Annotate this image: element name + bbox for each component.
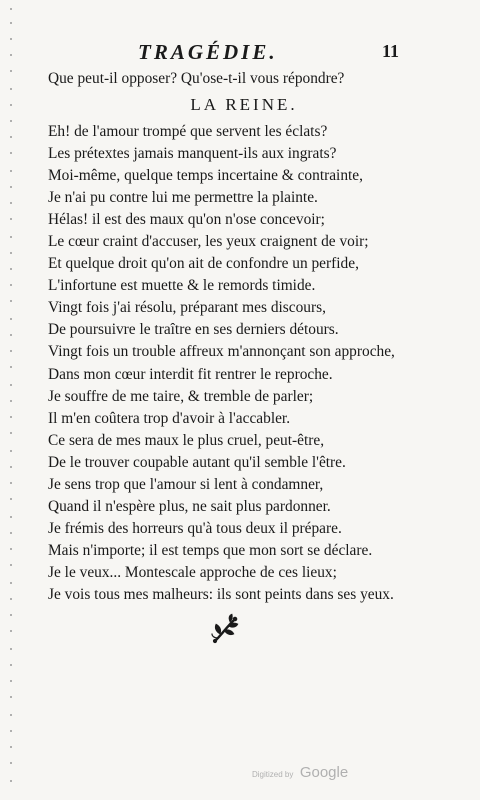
verse-line: Dans mon cœur interdit fit rentrer le reproche.: [48, 365, 333, 383]
verse-line: Moi-même, quelque temps incertaine & contrainte,: [48, 167, 363, 185]
verse-line: Vingt fois un trouble affreux m'annonçant son approche,: [48, 343, 395, 361]
verse-line: Vingt fois j'ai résolu, préparant mes discours,: [48, 299, 326, 317]
fleuron-ornament-icon: [208, 612, 244, 648]
verse-line: Quand il n'espère plus, ne sait plus pardonner.: [48, 497, 331, 515]
verse-line: De poursuivre le traître en ses derniers détours.: [48, 321, 339, 339]
verse-line: Le cœur craint d'accuser, les yeux craignent de voir;: [48, 233, 369, 251]
digitization-watermark: [252, 764, 348, 782]
verse-block: [48, 121, 395, 606]
binding-edge: [6, 0, 18, 800]
running-title: TRAGÉDIE.: [138, 40, 278, 64]
verse-line: Je sens trop que l'amour si lent à condamner,: [48, 475, 324, 493]
verse-line: Ce sera de mes maux le plus cruel, peut-être,: [48, 431, 325, 449]
verse-line: Il m'en coûtera trop d'avoir à l'accabler.: [48, 409, 291, 427]
verse-line: Hélas! il est des maux qu'on n'ose concevoir;: [48, 211, 325, 229]
verse-line: L'infortune est muette & le remords timide.: [48, 277, 316, 295]
verse-line: Je frémis des horreurs qu'à tous deux il prépare.: [48, 519, 342, 537]
speaker-heading: LA REINE.: [190, 95, 298, 114]
verse-line: Les prétextes jamais manquent-ils aux ingrats?: [48, 145, 337, 163]
page-number: 11: [382, 41, 400, 61]
verse-line: Je souffre de me taire, & tremble de parler;: [48, 387, 314, 405]
verse-line: De le trouver coupable autant qu'il semble l'être.: [48, 453, 346, 471]
verse-line: Eh! de l'amour trompé que servent les éclats?: [48, 123, 328, 140]
verse-line: Et quelque droit qu'on ait de confondre un perfide,: [48, 255, 359, 273]
watermark-prefix: Digitized by: [252, 770, 294, 779]
verse-line: Mais n'importe; il est temps que mon sort se déclare.: [48, 541, 373, 559]
verse-line: Je n'ai pu contre lui me permettre la plainte.: [48, 189, 318, 207]
watermark-brand: Google: [299, 764, 349, 781]
verse-line: Je vois tous mes malheurs: ils sont peints dans ses yeux.: [48, 585, 394, 603]
running-head: [0, 40, 480, 66]
verse-line-first: Que peut-il opposer? Qu'ose-t-il vous répondre?: [48, 70, 345, 87]
verse-line: Je le veux... Montescale approche de ces lieux;: [48, 563, 337, 581]
